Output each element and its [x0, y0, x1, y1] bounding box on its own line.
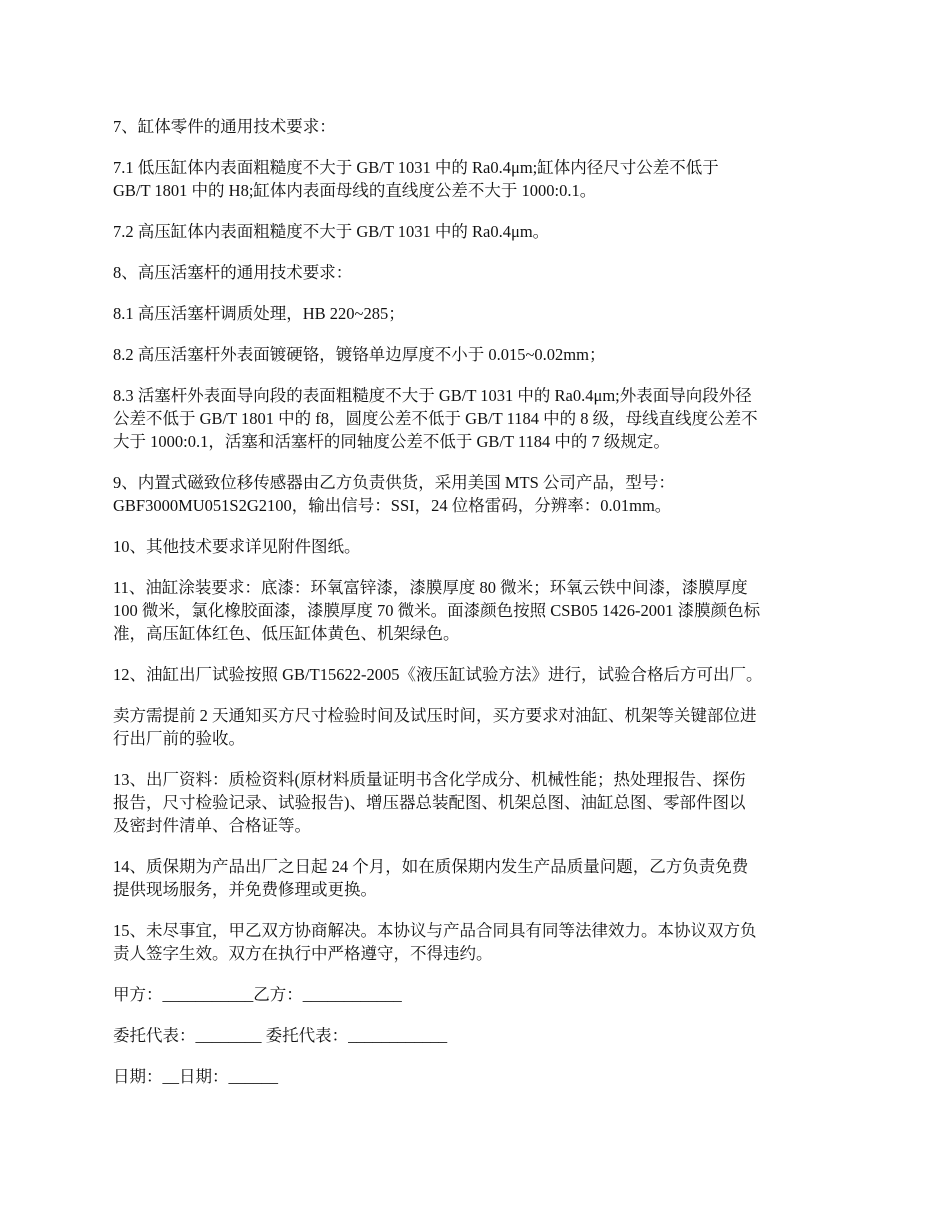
section-14: 14、质保期为产品出厂之日起 24 个月，如在质保期内发生产品质量问题，乙方负责免费 提供现场服务，并免费修理或更换。 — [113, 857, 749, 899]
section-7-heading: 7、缸体零件的通用技术要求： — [113, 117, 336, 136]
signature-representative-line: 委托代表：________ 委托代表：____________ — [113, 1026, 448, 1045]
signature-date-line: 日期：__日期：______ — [113, 1067, 278, 1086]
section-8-2: 8.2 高压活塞杆外表面镀硬铬，镀铬单边厚度不小于 0.015~0.02mm； — [113, 345, 606, 364]
section-11: 11、油缸涂装要求：底漆：环氧富锌漆，漆膜厚度 80 微米；环氧云铁中间漆，漆膜厚度 100 微米，氯化橡胶面漆，漆膜厚度 70 微米。面漆颜色按照 CSB05 1426-2001 漆膜颜色标 准，高压缸体红色、低压缸体黄色、机架绿色。 — [113, 578, 761, 643]
section-9: 9、内置式磁致位移传感器由乙方负责供货，采用美国 MTS 公司产品，型号： GBF3000MU051S2G2100，输出信号：SSI，24 位格雷码，分辨率：0.01mm。 — [113, 473, 675, 515]
section-8-3: 8.3 活塞杆外表面导向段的表面粗糙度不大于 GB/T 1031 中的 Ra0.4μm;外表面导向段外径 公差不低于 GB/T 1801 中的 f8，圆度公差不低于 GB/T 1184 中的 8 级，母线直线度公差不 大于 1000:0.1，活塞和活塞杆的同轴度公差不低于 GB/T 1184 中的 7 级规定。 — [113, 386, 758, 451]
section-7-2: 7.2 高压缸体内表面粗糙度不大于 GB/T 1031 中的 Ra0.4μm。 — [113, 222, 550, 241]
section-15: 15、未尽事宜，甲乙双方协商解决。本协议与产品合同具有同等法律效力。本协议双方负 责人签字生效。双方在执行中严格遵守，不得违约。 — [113, 921, 757, 963]
section-12: 12、油缸出厂试验按照 GB/T15622-2005《液压缸试验方法》进行，试验合格后方可出厂。 — [113, 665, 763, 684]
document-body — [113, 115, 843, 1106]
seller-notice: 卖方需提前 2 天通知买方尺寸检验时间及试压时间，买方要求对油缸、机架等关键部位进 行出厂前的验收。 — [113, 706, 757, 748]
section-13: 13、出厂资料：质检资料(原材料质量证明书含化学成分、机械性能；热处理报告、探伤 报告，尺寸检验记录、试验报告)、增压器总装配图、机架总图、油缸总图、零部件图以 及密封件清单、合格证等。 — [113, 770, 746, 835]
section-8-heading: 8、高压活塞杆的通用技术要求： — [113, 263, 353, 282]
section-10: 10、其他技术要求详见附件图纸。 — [113, 537, 361, 556]
section-7-1: 7.1 低压缸体内表面粗糙度不大于 GB/T 1031 中的 Ra0.4μm;缸体内径尺寸公差不低于 GB/T 1801 中的 H8;缸体内表面母线的直线度公差不大于 1000:0.1。 — [113, 158, 719, 200]
section-8-1: 8.1 高压活塞杆调质处理，HB 220~285； — [113, 304, 405, 323]
signature-party-line: 甲方：___________乙方：____________ — [113, 985, 402, 1004]
